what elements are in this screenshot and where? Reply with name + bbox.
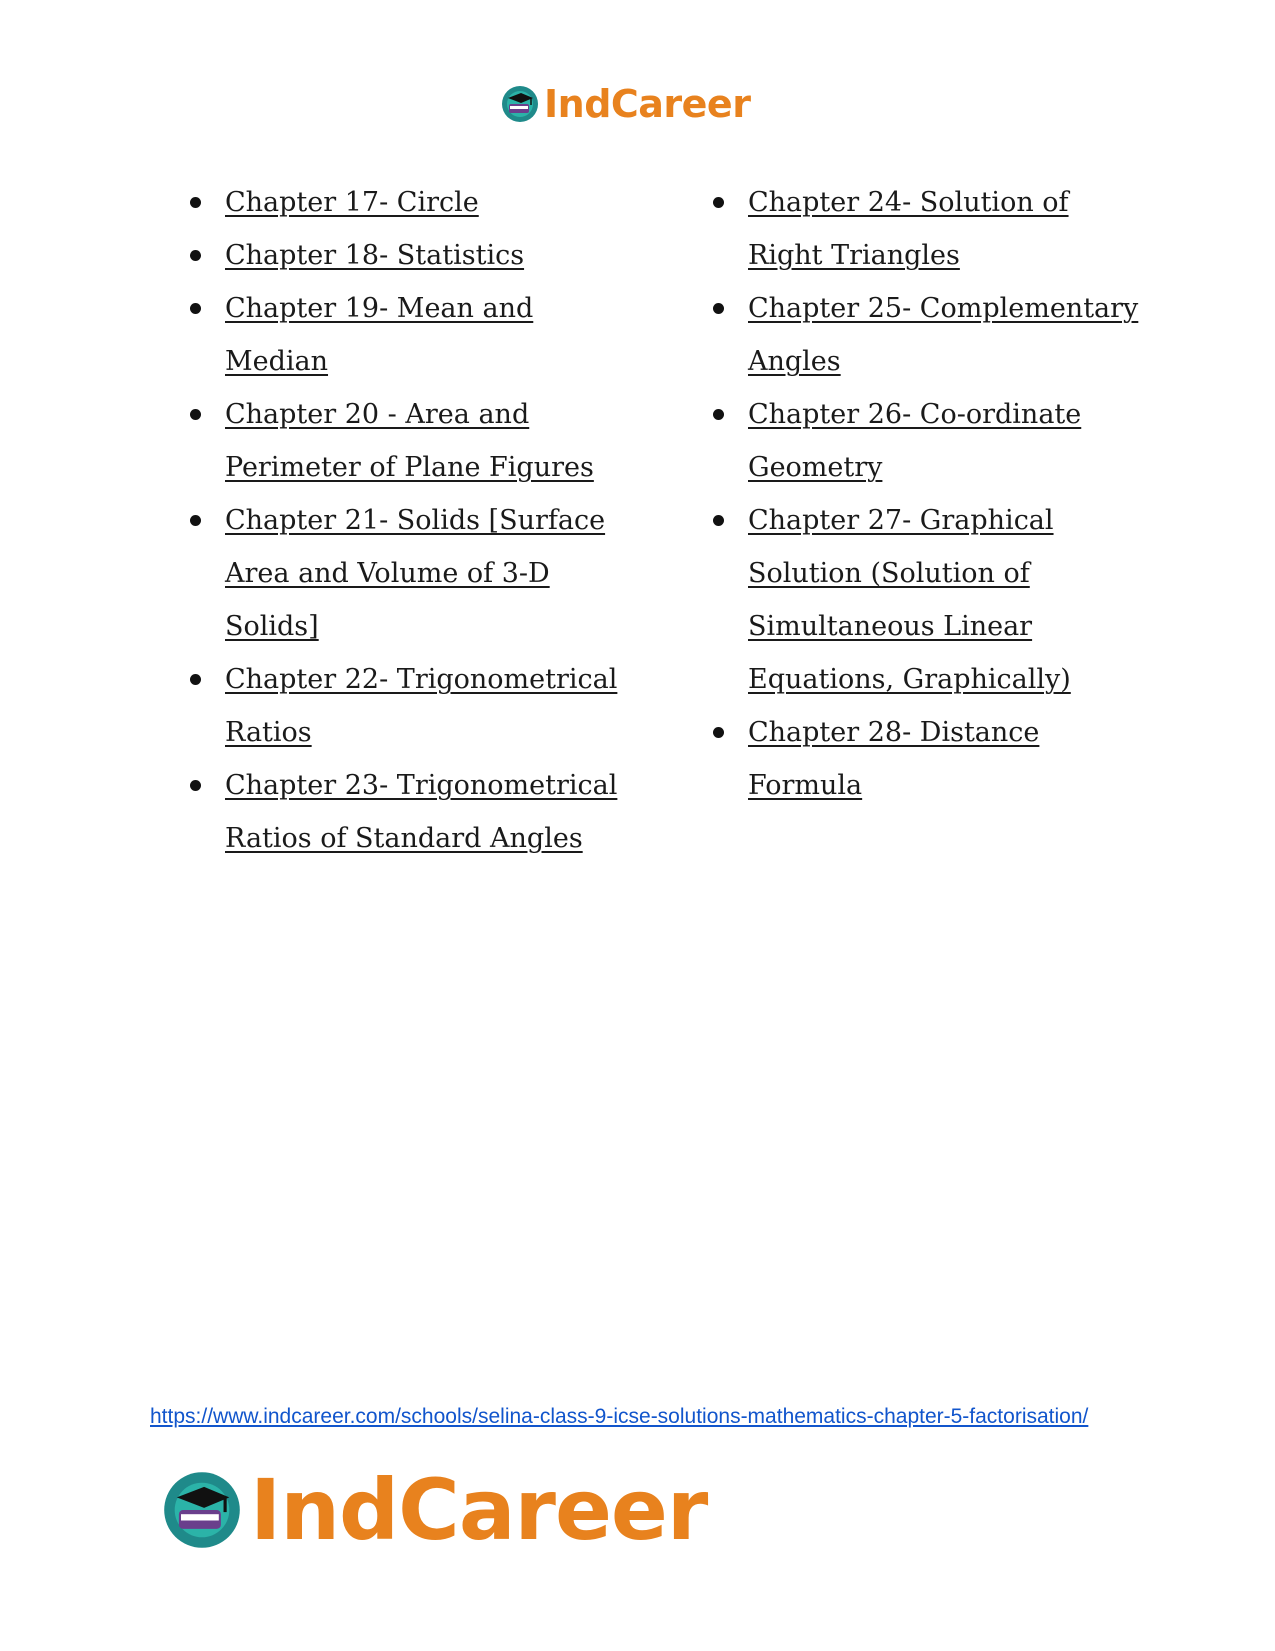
chapter-link[interactable]: Chapter 20 - Area and Perimeter of Plane Figures <box>225 399 594 483</box>
source-url-link[interactable]: https://www.indcareer.com/schools/selina-class-9-icse-solutions-mathematics-chapter-5-factorisation/ <box>150 1405 1089 1428</box>
bullet <box>190 409 201 420</box>
list-item <box>190 229 630 282</box>
list-item <box>190 176 630 229</box>
list-item <box>713 494 1143 706</box>
bullet <box>713 409 724 420</box>
chapter-link[interactable]: Chapter 19- Mean and Median <box>225 293 534 377</box>
bullet <box>190 515 201 526</box>
list-item <box>190 653 630 759</box>
list-item <box>713 388 1143 494</box>
bullet <box>713 727 724 738</box>
bullet <box>190 250 201 261</box>
bullet <box>713 515 724 526</box>
graduation-book-icon <box>160 1468 244 1552</box>
header-logo <box>500 80 750 128</box>
chapter-link[interactable]: Chapter 26- Co-ordinate Geometry <box>748 399 1082 483</box>
chapter-link[interactable]: Chapter 27- Graphical Solution (Solution of Simultaneous Linear Equations, Graphically) <box>748 505 1071 695</box>
logo-text: IndCareer <box>544 82 751 126</box>
bullet <box>190 780 201 791</box>
chapter-column-right <box>713 176 1143 812</box>
footer-logo <box>160 1461 708 1559</box>
bullet <box>190 197 201 208</box>
bullet <box>190 303 201 314</box>
bullet <box>713 197 724 208</box>
list-item <box>713 282 1143 388</box>
list-item <box>190 388 630 494</box>
chapter-link[interactable]: Chapter 17- Circle <box>225 187 479 218</box>
bullet <box>190 674 201 685</box>
chapter-link[interactable]: Chapter 21- Solids [Surface Area and Volume of 3-D Solids] <box>225 505 606 642</box>
chapter-link[interactable]: Chapter 23- Trigonometrical Ratios of Standard Angles <box>225 770 618 854</box>
list-item <box>713 706 1143 812</box>
chapter-column-left <box>190 176 630 865</box>
bullet <box>713 303 724 314</box>
graduation-book-icon <box>500 84 540 124</box>
chapter-link[interactable]: Chapter 25- Complementary Angles <box>748 293 1139 377</box>
chapter-link[interactable]: Chapter 22- Trigonometrical Ratios <box>225 664 618 748</box>
list-item <box>190 282 630 388</box>
logo-text: IndCareer <box>250 1461 708 1559</box>
list-item <box>713 176 1143 282</box>
chapter-link[interactable]: Chapter 18- Statistics <box>225 240 525 271</box>
list-item <box>190 759 630 865</box>
chapter-link[interactable]: Chapter 24- Solution of Right Triangles <box>748 187 1069 271</box>
list-item <box>190 494 630 653</box>
chapter-link[interactable]: Chapter 28- Distance Formula <box>748 717 1040 801</box>
